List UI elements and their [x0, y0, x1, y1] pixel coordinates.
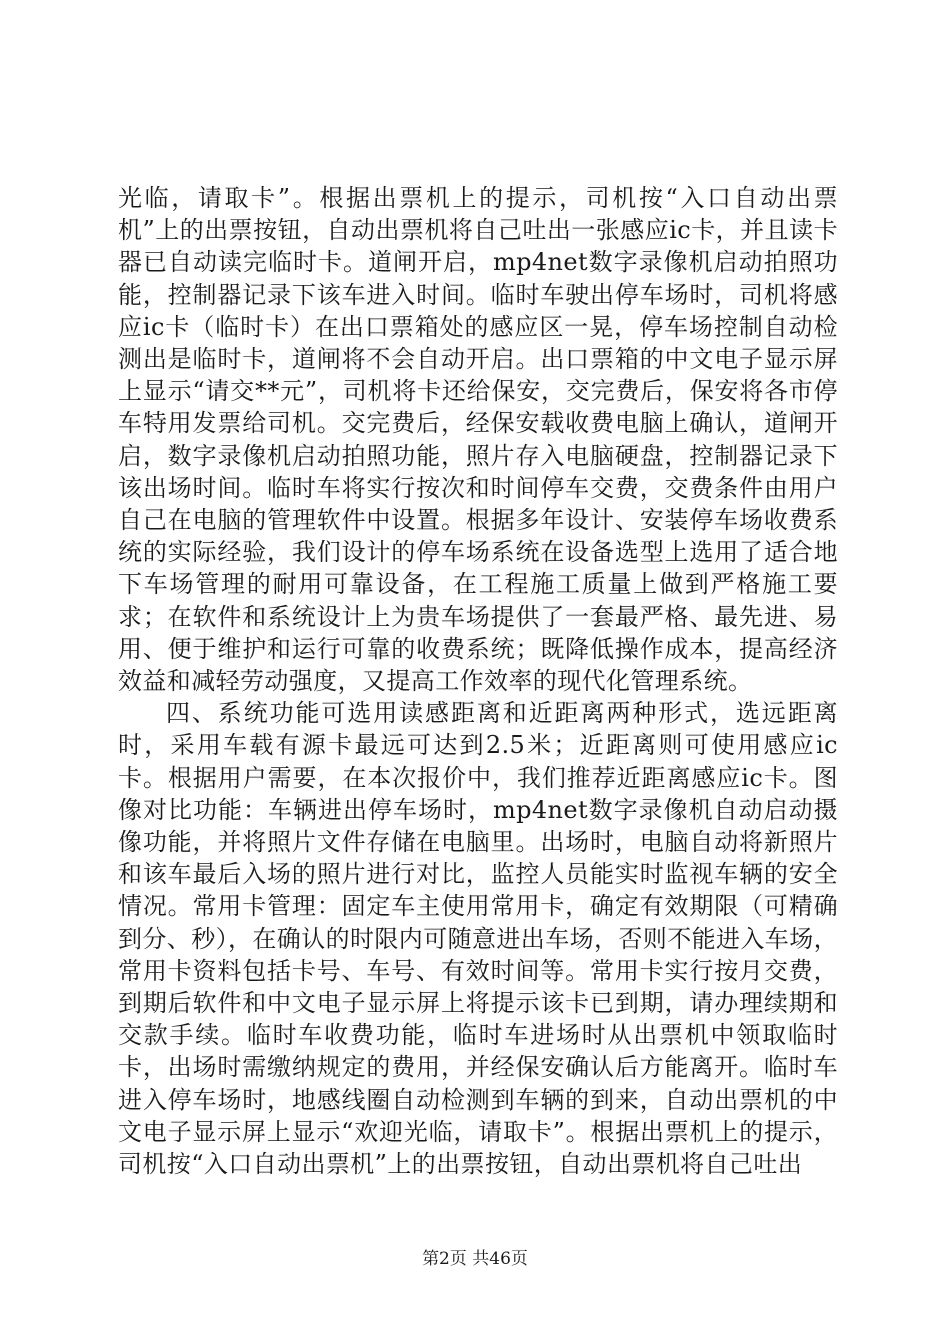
page-footer: 第2页 共46页: [422, 1249, 528, 1269]
paragraph-1: 光临，请取卡”。根据出票机上的提示，司机按“入口自动出票机”上的出票按钮，自动出票机将自己吐出一张感应ic卡，并且读卡器已自动读完临时卡。道闸开启，mp4net数字录像机启动拍照功能，控制器记录下该车进入时间。临时车驶出停车场时，司机将感应ic卡（临时卡）在出口票箱处的感应区一晃，停车场控制自动检测出是临时卡，道闸将不会自动开启。出口票箱的中文电子显示屏上显示“请交**元”，司机将卡还给保安，交完费后，保安将各市停车特用发票给司机。交完费后，经保安载收费电脑上确认，道闸开启，数字录像机启动拍照功能，照片存入电脑硬盘，控制器记录下该出场时间。临时车将实行按次和时间停车交费，交费条件由用户自己在电脑的管理软件中设置。根据多年设计、安装停车场收费系统的实际经验，我们设计的停车场系统在设备选型上选用了适合地下车场管理的耐用可靠设备，在工程施工质量上做到严格施工要求；在软件和系统设计上为贵车场提供了一套最严格、最先进、易用、便于维护和运行可靠的收费系统；既降低操作成本，提高经济效益和减轻劳动强度，又提高工作效率的现代化管理系统。: [118, 184, 838, 696]
document-body: [118, 182, 838, 1180]
paragraph-2: 四、系统功能可选用读感距离和近距离两种形式，选远距离时，采用车载有源卡最远可达到2.5米；近距离则可使用感应ic卡。根据用户需要，在本次报价中，我们推荐近距离感应ic卡。图像对比功能：车辆进出停车场时，mp4net数字录像机自动启动摄像功能，并将照片文件存储在电脑里。出场时，电脑自动将新照片和该车最后入场的照片进行对比，监控人员能实时监视车辆的安全情况。常用卡管理：固定车主使用常用卡，确定有效期限（可精确到分、秒），在确认的时限内可随意进出车场，否则不能进入车场，常用卡资料包括卡号、车号、有效时间等。常用卡实行按月交费，到期后软件和中文电子显示屏上将提示该卡已到期，请办理续期和交款手续。临时车收费功能，临时车进场时从出票机中领取临时卡，出场时需缴纳规定的费用，并经保安确认后方能离开。临时车进入停车场时，地感线圈自动检测到车辆的到来，自动出票机的中文电子显示屏上显示“欢迎光临，请取卡”。根据出票机上的提示，司机按“入口自动出票机”上的出票按钮，自动出票机将自己吐出: [118, 699, 838, 1179]
